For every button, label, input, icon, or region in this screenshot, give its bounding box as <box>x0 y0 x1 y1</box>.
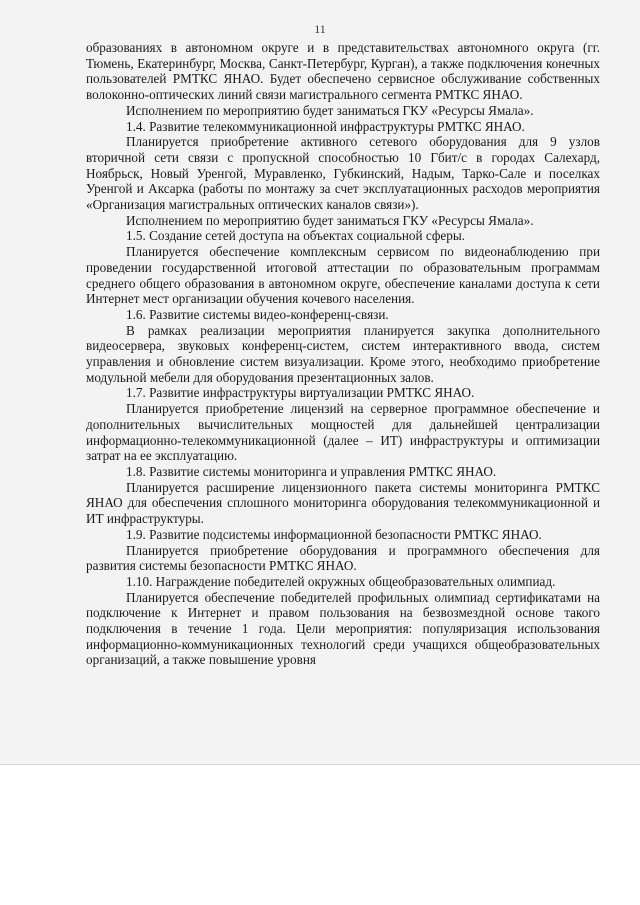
paragraph: Планируется обеспечение комплексным сервисом по видеонаблюдению при проведении государственной итоговой аттестации по образовательным программам среднего общего образования в автономном округе, обеспечение каналами доступа к сети Интернет мест организации обучения кочевого населения. <box>86 244 600 307</box>
section-heading: 1.7. Развитие инфраструктуры виртуализации РМТКС ЯНАО. <box>126 385 475 401</box>
section-heading: 1.6. Развитие системы видео-конференц-связи. <box>126 306 389 322</box>
paragraph: Планируется расширение лицензионного пакета системы мониторинга РМТКС ЯНАО для обеспечения сплошного мониторинга оборудования телекоммуникационной и ИТ инфраструктуры. <box>86 479 600 527</box>
paragraph: Исполнением по мероприятию будет заниматься ГКУ «Ресурсы Ямала». <box>126 212 534 228</box>
document-body <box>86 40 600 668</box>
paragraph: Планируется приобретение активного сетевого оборудования для 9 узлов вторичной сети связи с пропускной способностью 10 Гбит/с в городах Салехард, Ноябрьск, Новый Уренгой, Муравленко, Губкинский, Надым, Тарко-Сале и поселках Уренгой и Аксарка (работы по монтажу за счет эксплуатационных расходов мероприятия «Организация магистральных оптических каналов связи»). <box>86 134 600 213</box>
section-heading: 1.9. Развитие подсистемы информационной безопасности РМТКС ЯНАО. <box>126 526 542 542</box>
section-heading: 1.5. Создание сетей доступа на объектах социальной сферы. <box>126 228 466 244</box>
paragraph: Планируется приобретение лицензий на серверное программное обеспечение и дополнительных вычислительных мощностей для дальнейшей централизации информационно-телекоммуникационной (далее – ИТ) инфраструктуры и оптимизации затрат на ее эксплуатацию. <box>86 401 600 464</box>
paragraph: Исполнением по мероприятию будет заниматься ГКУ «Ресурсы Ямала». <box>126 102 534 118</box>
paragraph: Планируется обеспечение победителей профильных олимпиад сертификатами на подключение к Интернет и правом пользования на безвозмездной основе такого подключения в течение 1 года. Цели мероприятия: популяризация использования информационно-коммуникационных технологий среди учащихся общеобразовательных организаций, а также повышение уровня <box>86 589 600 668</box>
page-number: 11 <box>314 22 326 36</box>
section-heading: 1.10. Награждение победителей окружных общеобразовательных олимпиад. <box>126 573 556 589</box>
section-heading: 1.8. Развитие системы мониторинга и управления РМТКС ЯНАО. <box>126 463 497 479</box>
paragraph: Планируется приобретение оборудования и программного обеспечения для развития системы безопасности РМТКС ЯНАО. <box>86 542 600 574</box>
section-heading: 1.4. Развитие телекоммуникационной инфраструктуры РМТКС ЯНАО. <box>126 118 525 134</box>
paragraph: В рамках реализации мероприятия планируется закупка дополнительного видеосервера, звуковых конференц-систем, систем интерактивного ввода, систем управления и обновление систем визуализации. Кроме этого, необходимо приобретение модульной мебели для оборудования презентационных залов. <box>86 322 600 385</box>
paragraph: образованиях в автономном округе и в представительствах автономного округа (гг. Тюмень, Екатеринбург, Москва, Санкт-Петербург, Курган), а также подключения конечных пользователей РМТКС ЯНАО. Будет обеспечено сервисное обслуживание собственных волоконно-оптических линий связи магистрального сегмента РМТКС ЯНАО. <box>86 40 600 103</box>
